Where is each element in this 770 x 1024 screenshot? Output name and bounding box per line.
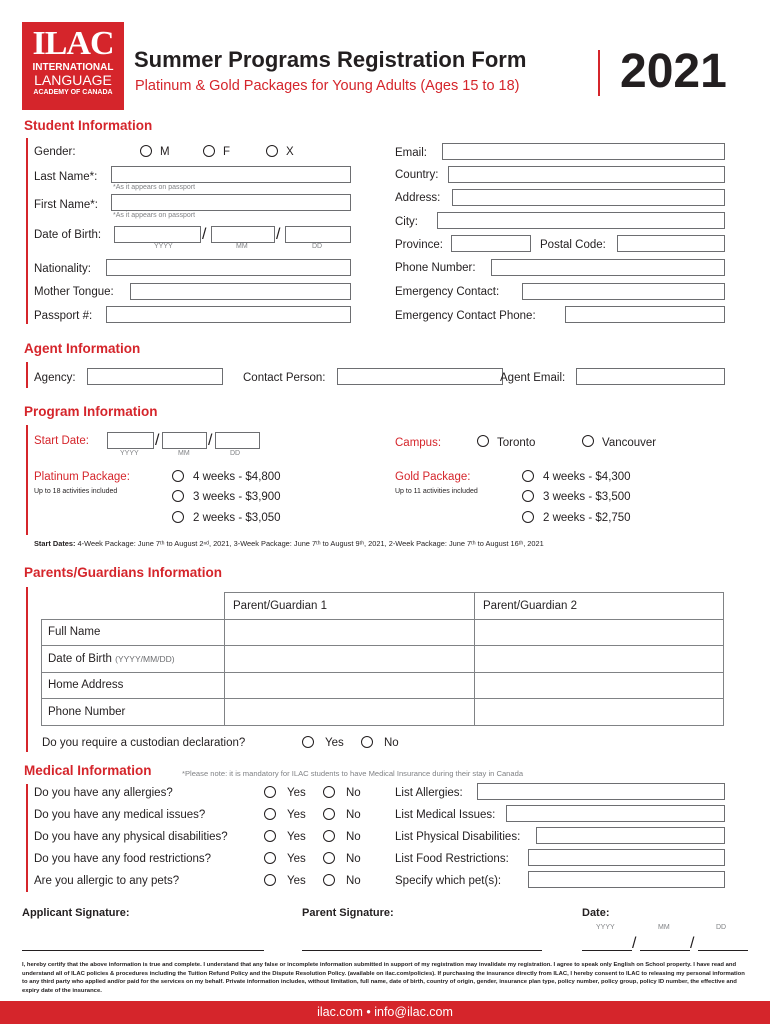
disabilities-list-label: List Physical Disabilities: — [395, 831, 521, 843]
start-year-field[interactable] — [107, 432, 154, 449]
parents-table — [41, 592, 724, 726]
student-bar — [26, 138, 28, 324]
food-restrictions-list-label: List Food Restrictions: — [395, 853, 509, 865]
medical-issues-yes-label: Yes — [287, 809, 306, 821]
start-dd-hint: DD — [230, 450, 241, 457]
nationality-field[interactable] — [106, 259, 351, 276]
dob-slash: / — [202, 226, 207, 243]
pets-no-label: No — [346, 875, 361, 887]
platinum-label: Platinum Package: — [34, 471, 130, 483]
first-name-label: First Name*: — [34, 199, 98, 211]
contact-person-label: Contact Person: — [243, 372, 326, 384]
table-row — [42, 646, 724, 673]
gold-3wk-label: 3 weeks - $3,500 — [543, 491, 631, 503]
dob-row-text: Date of Birth — [48, 652, 112, 665]
food-restrictions-yes-radio[interactable] — [264, 852, 276, 864]
campus-toronto-label: Toronto — [497, 437, 536, 449]
platinum-4wk-radio[interactable] — [172, 470, 184, 482]
food-restrictions-no-label: No — [346, 853, 361, 865]
table-row — [42, 619, 724, 646]
parent1-dob-cell[interactable] — [225, 646, 475, 673]
passport-label: Passport #: — [34, 310, 93, 322]
gold-4wk-label: 4 weeks - $4,300 — [543, 471, 631, 483]
parents-heading: Parents/Guardians Information — [24, 565, 223, 580]
address-label: Address: — [395, 192, 441, 204]
form-year: 2021 — [620, 45, 727, 98]
form-subtitle: Platinum & Gold Packages for Young Adults (Ages 15 to 18) — [135, 78, 520, 94]
medical-issues-no-label: No — [346, 809, 361, 821]
disabilities-yes-label: Yes — [287, 831, 306, 843]
student-heading: Student Information — [24, 118, 153, 133]
date-yyyy-hint: YYYY — [596, 924, 615, 931]
campus-toronto-radio[interactable] — [477, 435, 489, 447]
allergies-yes-label: Yes — [287, 787, 306, 799]
gold-label: Gold Package: — [395, 471, 471, 483]
disabilities-list-field[interactable] — [536, 827, 725, 844]
dob-day-field[interactable] — [285, 226, 351, 243]
parent2-address-cell[interactable] — [475, 672, 724, 699]
medical-issues-question: Do you have any medical issues? — [34, 809, 206, 821]
form-title: Summer Programs Registration Form — [134, 47, 527, 72]
home-address-row-label: Home Address — [42, 672, 225, 699]
parent1-phone-cell[interactable] — [225, 699, 475, 726]
dob-row-hint: (YYYY/MM/DD) — [115, 653, 175, 664]
disabilities-no-radio[interactable] — [323, 830, 335, 842]
province-field[interactable] — [451, 235, 531, 252]
dob-dd-hint: DD — [312, 243, 323, 250]
program-bar — [26, 425, 28, 535]
postal-code-label: Postal Code: — [540, 239, 606, 251]
agent-email-label: Agent Email: — [500, 372, 566, 384]
disabilities-question: Do you have any physical disabilities? — [34, 831, 228, 843]
gold-4wk-radio[interactable] — [522, 470, 534, 482]
email-label: Email: — [395, 147, 427, 159]
medical-heading: Medical Information — [24, 763, 152, 778]
gold-3wk-radio[interactable] — [522, 490, 534, 502]
custodian-yes-label: Yes — [325, 737, 344, 749]
allergies-no-radio[interactable] — [323, 786, 335, 798]
table-header-row — [42, 593, 724, 620]
parent2-header: Parent/Guardian 2 — [475, 593, 724, 620]
start-dates-3wk: 3-Week Package: June 7ᵗʰ to August 9ᵗʰ, 2021, — [233, 539, 387, 548]
start-month-field[interactable] — [162, 432, 207, 449]
parent2-dob-cell[interactable] — [475, 646, 724, 673]
dob-year-field[interactable] — [114, 226, 201, 243]
agent-heading: Agent Information — [24, 341, 141, 356]
start-dates-note — [34, 539, 544, 548]
platinum-3wk-label: 3 weeks - $3,900 — [193, 491, 281, 503]
parent1-address-cell[interactable] — [225, 672, 475, 699]
campus-vancouver-radio[interactable] — [582, 435, 594, 447]
emergency-phone-field[interactable] — [565, 306, 725, 323]
start-day-field[interactable] — [215, 432, 260, 449]
parent2-phone-cell[interactable] — [475, 699, 724, 726]
platinum-note: Up to 18 activities included — [34, 488, 118, 495]
phone-row-label: Phone Number — [42, 699, 225, 726]
gender-f-label: F — [223, 146, 231, 158]
address-field[interactable] — [452, 189, 725, 206]
nationality-label: Nationality: — [34, 263, 91, 275]
campus-vancouver-label: Vancouver — [602, 437, 657, 449]
dob-yyyy-hint: YYYY — [154, 243, 173, 250]
parent-signature-label: Parent Signature: — [302, 907, 394, 919]
gender-m-radio[interactable] — [140, 145, 152, 157]
phone-field[interactable] — [491, 259, 725, 276]
gold-2wk-radio[interactable] — [522, 511, 534, 523]
dob-month-field[interactable] — [211, 226, 275, 243]
gender-m-label: M — [160, 146, 170, 158]
custodian-no-label: No — [384, 737, 399, 749]
ilac-logo: ILAC INTERNATIONAL LANGUAGE ACADEMY OF CANADA — [22, 22, 124, 110]
footer-contact[interactable]: ilac.com • info@ilac.com — [317, 1005, 453, 1019]
start-dates-4wk: 4-Week Package: June 7ᵗʰ to August 2ⁿᵈ, 2021, — [77, 539, 232, 548]
custodian-question: Do you require a custodian declaration? — [42, 737, 246, 749]
allergies-list-field[interactable] — [477, 783, 725, 800]
first-name-field[interactable] — [111, 194, 351, 211]
email-field[interactable] — [442, 143, 725, 160]
agent-email-field[interactable] — [576, 368, 725, 385]
start-date-label: Start Date: — [34, 435, 89, 447]
date-year-line[interactable] — [582, 950, 632, 951]
emergency-phone-label: Emergency Contact Phone: — [395, 310, 536, 322]
food-restrictions-no-radio[interactable] — [323, 852, 335, 864]
agent-bar — [26, 362, 28, 388]
province-label: Province: — [395, 239, 443, 251]
medical-issues-no-radio[interactable] — [323, 808, 335, 820]
platinum-2wk-label: 2 weeks - $3,050 — [193, 512, 281, 524]
dob-slash: / — [276, 226, 281, 243]
medical-issues-yes-radio[interactable] — [264, 808, 276, 820]
city-field[interactable] — [437, 212, 725, 229]
start-dates-2wk: 2-Week Package: June 7ᵗʰ to August 16ᵗʰ, 2021 — [388, 539, 544, 548]
allergies-list-label: List Allergies: — [395, 787, 463, 799]
start-dates-label: Start Dates: — [34, 539, 76, 548]
first-name-hint: *As it appears on passport — [113, 212, 196, 219]
platinum-3wk-radio[interactable] — [172, 490, 184, 502]
start-mm-hint: MM — [178, 450, 190, 457]
parents-bar — [26, 587, 28, 752]
medical-bar — [26, 784, 28, 892]
custodian-yes-radio[interactable] — [302, 736, 314, 748]
header-divider — [598, 50, 600, 96]
agency-field[interactable] — [87, 368, 223, 385]
mother-tongue-field[interactable] — [130, 283, 351, 300]
pets-yes-radio[interactable] — [264, 874, 276, 886]
date-mm-hint: MM — [658, 924, 670, 931]
contact-person-field[interactable] — [337, 368, 503, 385]
medical-insurance-note: *Please note: it is mandatory for ILAC students to have Medical Insurance during their stay in Canada — [182, 769, 524, 778]
medical-issues-list-label: List Medical Issues: — [395, 809, 496, 821]
start-yyyy-hint: YYYY — [120, 450, 139, 457]
legal-text: I, hereby certify that the above information is true and complete. I understand that any false or incomplete information submitted in support of my registration may invalidate my registration. I agree to speak only English on School property. I have read and understand all of ILAC policies & procedures including the Tuition Refund Policy and the Dispute Resolution Policy. (available on ilac.com/policies). If purchasing the insurance directly from ILAC, I hereby consent to ILAC to releasing my personal information to any third party who applied and/or paid for the services on my behalf. Private information includes, without limitation, full name, date of birth, country of origin, gender, insurance plan type, policy number, policy group, policy ID number, the effective and expiry date of the insurance. — [22, 962, 745, 994]
date-slash: / — [632, 935, 637, 952]
gender-x-label: X — [286, 146, 294, 158]
pets-list-label: Specify which pet(s): — [395, 875, 502, 887]
gender-f-radio[interactable] — [203, 145, 215, 157]
emergency-contact-label: Emergency Contact: — [395, 286, 500, 298]
medical-issues-list-field[interactable] — [506, 805, 725, 822]
parent-signature-line[interactable] — [302, 950, 542, 951]
start-slash: / — [155, 432, 160, 449]
date-day-line[interactable] — [698, 950, 748, 951]
postal-code-field[interactable] — [617, 235, 725, 252]
date-month-line[interactable] — [640, 950, 690, 951]
dob-row-label — [42, 646, 225, 673]
custodian-no-radio[interactable] — [361, 736, 373, 748]
last-name-hint: *As it appears on passport — [113, 184, 196, 191]
date-dd-hint: DD — [716, 924, 727, 931]
campus-label: Campus: — [395, 437, 442, 449]
parent1-header: Parent/Guardian 1 — [225, 593, 475, 620]
table-row — [42, 699, 724, 726]
passport-field[interactable] — [106, 306, 351, 323]
last-name-label: Last Name*: — [34, 171, 98, 183]
country-label: Country: — [395, 169, 439, 181]
table-row — [42, 672, 724, 699]
parent1-full-name-cell[interactable] — [225, 619, 475, 646]
platinum-4wk-label: 4 weeks - $4,800 — [193, 471, 281, 483]
city-label: City: — [395, 216, 418, 228]
applicant-signature-label: Applicant Signature: — [22, 907, 130, 919]
date-label: Date: — [582, 907, 610, 919]
full-name-row-label: Full Name — [42, 619, 225, 646]
program-heading: Program Information — [24, 404, 158, 419]
start-slash: / — [208, 432, 213, 449]
allergies-no-label: No — [346, 787, 361, 799]
emergency-contact-field[interactable] — [522, 283, 725, 300]
platinum-2wk-radio[interactable] — [172, 511, 184, 523]
phone-label: Phone Number: — [395, 262, 476, 274]
food-restrictions-yes-label: Yes — [287, 853, 306, 865]
gender-label: Gender: — [34, 146, 76, 158]
disabilities-no-label: No — [346, 831, 361, 843]
table-corner — [42, 593, 225, 620]
food-restrictions-question: Do you have any food restrictions? — [34, 853, 212, 865]
dob-label: Date of Birth: — [34, 229, 102, 241]
dob-mm-hint: MM — [236, 243, 248, 250]
country-field[interactable] — [448, 166, 725, 183]
allergies-yes-radio[interactable] — [264, 786, 276, 798]
pets-no-radio[interactable] — [323, 874, 335, 886]
pets-question: Are you allergic to any pets? — [34, 875, 180, 887]
agency-label: Agency: — [34, 372, 76, 384]
pets-yes-label: Yes — [287, 875, 306, 887]
gold-2wk-label: 2 weeks - $2,750 — [543, 512, 631, 524]
parent2-full-name-cell[interactable] — [475, 619, 724, 646]
date-slash: / — [690, 935, 695, 952]
allergies-question: Do you have any allergies? — [34, 787, 173, 799]
mother-tongue-label: Mother Tongue: — [34, 286, 114, 298]
pets-list-field[interactable] — [528, 871, 725, 888]
food-restrictions-list-field[interactable] — [528, 849, 725, 866]
last-name-field[interactable] — [111, 166, 351, 183]
applicant-signature-line[interactable] — [22, 950, 264, 951]
gold-note: Up to 11 activities included — [395, 488, 478, 495]
disabilities-yes-radio[interactable] — [264, 830, 276, 842]
gender-x-radio[interactable] — [266, 145, 278, 157]
